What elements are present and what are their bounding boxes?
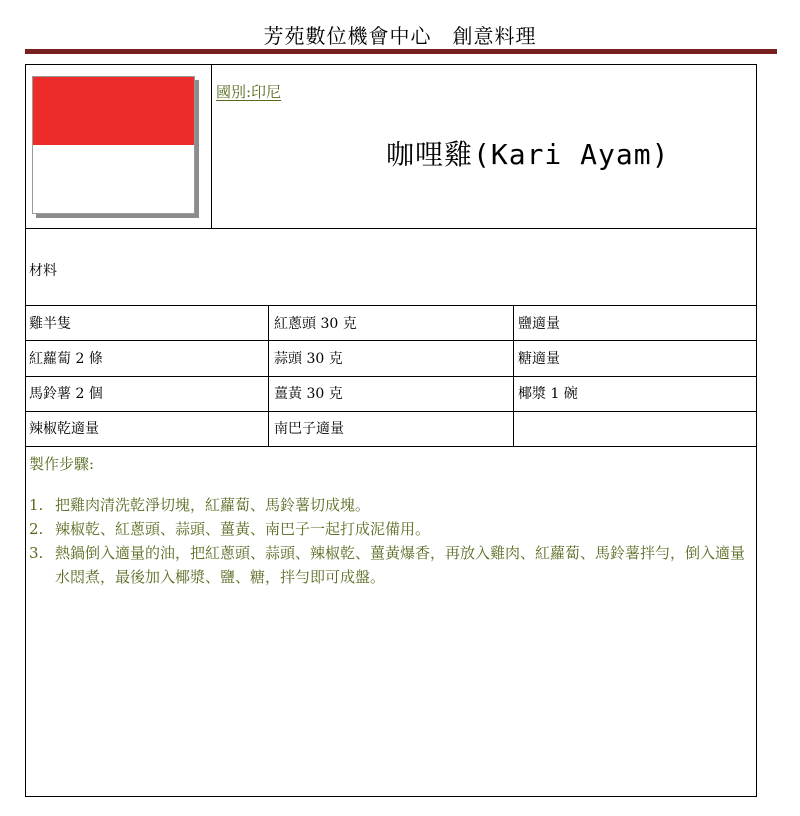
flag-white-stripe [33,145,194,213]
ingredient-cell: 紅蔥頭 30 克 [274,316,357,332]
divider [26,411,756,412]
ingredient-cell: 薑黃 30 克 [274,386,343,402]
divider [26,340,756,341]
steps-list [29,493,755,589]
ingredient-cell: 鹽適量 [518,316,560,332]
step-item [29,517,755,541]
column-divider [268,305,269,446]
step-number: 1. [29,496,44,514]
step-number: 3. [29,544,44,562]
recipe-card [25,64,757,797]
divider [26,305,756,306]
step-text: 熱鍋倒入適量的油，把紅蔥頭、蒜頭、辣椒乾、薑黃爆香，再放入雞肉、紅蘿蔔、馬鈴薯拌勻，倒入適量水悶煮，最後加入椰漿、鹽、糖，拌勻即可成盤。 [55,544,746,586]
dish-title: 咖哩雞(Kari Ayam) [386,138,670,171]
divider [26,228,756,229]
divider [26,446,756,447]
indonesia-flag-image [32,76,195,214]
step-item [29,493,755,517]
ingredient-cell: 蒜頭 30 克 [274,351,343,367]
flag-red-stripe [33,77,194,145]
divider [26,376,756,377]
column-divider [513,305,514,446]
flag-cell [26,65,212,228]
step-text: 辣椒乾、紅蔥頭、蒜頭、薑黃、南巴子一起打成泥備用。 [55,520,431,538]
ingredient-cell: 雞半隻 [29,316,71,332]
ingredient-cell: 馬鈴薯 2 個 [29,386,103,402]
header-divider [25,49,777,54]
ingredient-cell: 椰漿 1 碗 [518,386,578,402]
ingredient-cell: 糖適量 [518,351,560,367]
ingredient-cell: 辣椒乾適量 [29,421,99,437]
ingredient-cell: 紅蘿蔔 2 條 [29,351,103,367]
step-item [29,541,755,589]
step-number: 2. [29,520,44,538]
steps-heading: 製作步驟: [29,455,95,473]
step-text: 把雞肉清洗乾淨切塊，紅蘿蔔、馬鈴薯切成塊。 [55,496,371,514]
materials-label: 材料 [29,263,57,279]
country-label: 國別:印尼 [216,83,282,101]
ingredient-cell: 南巴子適量 [274,421,344,437]
page-title: 芳苑數位機會中心 創意料理 [263,24,537,48]
